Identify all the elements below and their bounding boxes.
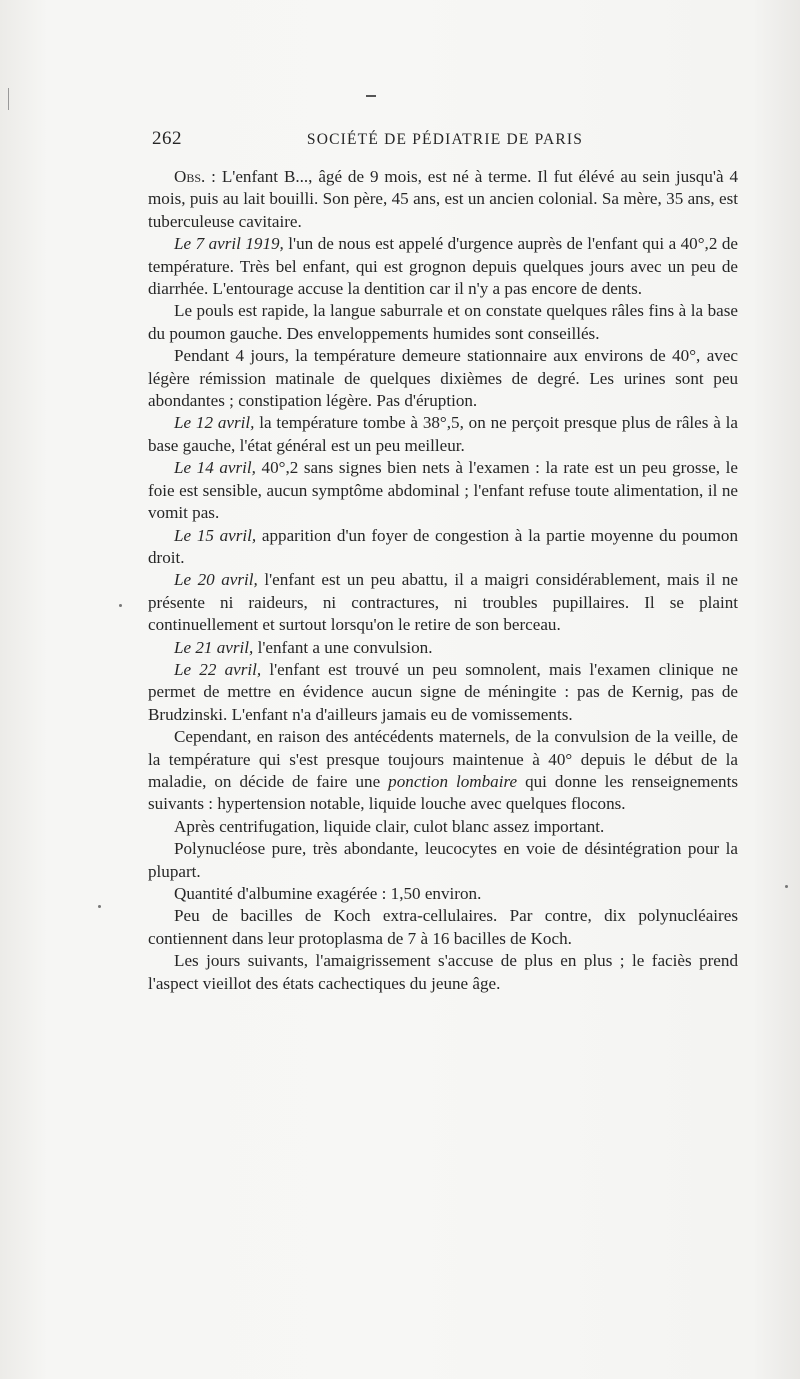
paragraph-polynucleosis: Polynucléose pure, très abondante, leucocytes en voie de désintégration pour la plupart. bbox=[148, 839, 738, 881]
paragraph-observation: Obs. : L'enfant B..., âgé de 9 mois, est né à terme. Il fut élévé au sein jusqu'à 4 mois, puis au lait bouilli. Son père, 45 ans, est un ancien colonial. Sa mère, 35 ans, est tuberculeuse cavitaire. bbox=[148, 167, 738, 231]
date-april-21: Le 21 avril, bbox=[174, 637, 254, 657]
scan-speck bbox=[785, 885, 788, 888]
paragraph-pulse: Le pouls est rapide, la langue saburrale et on constate quelques râles fins à la base du poumon gauche. Des enveloppements humides sont conseillés. bbox=[148, 301, 738, 343]
scan-margin-mark bbox=[8, 88, 9, 110]
scan-speck bbox=[119, 604, 122, 607]
paragraph-koch-bacilli: Peu de bacilles de Koch extra-cellulaires. Par contre, dix polynucléaires contiennent dans leur protoplasma de 7 à 16 bacilles de Koch. bbox=[148, 906, 738, 948]
paragraph-april-15: Le 15 avril, apparition d'un foyer de congestion à la partie moyenne du poumon droit. bbox=[148, 525, 738, 567]
scan-top-mark bbox=[366, 95, 376, 97]
date-april-20: Le 20 avril, bbox=[174, 570, 258, 590]
observation-label: Obs. bbox=[174, 167, 206, 186]
paragraph-april-12: Le 12 avril, la température tombe à 38°,5, on ne perçoit presque plus de râles à la base gauche, l'état général est un peu meilleur. bbox=[148, 413, 738, 455]
term-lumbar-puncture: ponction lombaire bbox=[388, 771, 518, 791]
paragraph-albumin: Quantité d'albumine exagérée : 1,50 environ. bbox=[174, 884, 482, 903]
date-april-12: Le 12 avril, bbox=[174, 413, 255, 433]
paragraph-april-14: Le 14 avril, 40°,2 sans signes bien nets à l'examen : la rate est un peu grosse, le foie est sensible, aucun symptôme abdominal ; l'enfant refuse toute alimentation, il ne vomit pas. bbox=[148, 458, 739, 523]
paragraph-april-22: Le 22 avril, l'enfant est trouvé un peu somnolent, mais l'examen clinique ne permet de mettre en évidence aucun signe de méningite : pas de Kernig, pas de Brudzinski. L'enfant n'a d'ailleurs jamais eu de vomissements. bbox=[148, 659, 738, 724]
scan-speck bbox=[98, 905, 101, 908]
paragraph-april-20: Le 20 avril, l'enfant est un peu abattu, il a maigri considérablement, mais il ne présente ni raideurs, ni contractures, ni troubles pupillaires. Il se plaint continuellement et surtout lorsqu'on le retire de son berceau. bbox=[148, 570, 738, 635]
page-header bbox=[152, 128, 738, 156]
paragraph-following-days: Les jours suivants, l'amaigrissement s'accuse de plus en plus ; le faciès prend l'aspect vieillot des états cachectiques du jeune âge. bbox=[148, 951, 738, 993]
date-april-22: Le 22 avril, bbox=[174, 659, 262, 679]
date-april-15: Le 15 avril, bbox=[174, 525, 257, 545]
date-april-14: Le 14 avril, bbox=[174, 458, 256, 478]
paragraph-lumbar-puncture: Cependant, en raison des antécédents maternels, de la convulsion de la veille, de la température qui s'est presque toujours maintenue à 40° depuis le début de la maladie, on décide de faire une ponction lombaire qui donne les renseignements suivants : hypertension notable, liquide louche avec quelques flocons. bbox=[148, 727, 738, 814]
case-report-text bbox=[148, 166, 738, 995]
page-number: 262 bbox=[152, 128, 182, 149]
paragraph-april-7: Le 7 avril 1919, l'un de nous est appelé d'urgence auprès de l'enfant qui a 40°,2 de température. Très bel enfant, qui est grognon depuis quelques jours avec un peu de diarrhée. L'entourage accuse la dentition car il n'y a pas encore de dents. bbox=[148, 234, 738, 299]
paragraph-four-days: Pendant 4 jours, la température demeure stationnaire aux environs de 40°, avec légère rémission matinale de quelques dixièmes de degré. Les urines sont peu abondantes ; constipation légère. Pas d'éruption. bbox=[148, 346, 738, 411]
paragraph-centrifugation: Après centrifugation, liquide clair, culot blanc assez important. bbox=[174, 816, 605, 836]
date-april-7: Le 7 avril 1919, bbox=[174, 234, 284, 254]
paragraph-april-21: Le 21 avril, l'enfant a une convulsion. bbox=[174, 637, 433, 657]
running-title: SOCIÉTÉ DE PÉDIATRIE DE PARIS bbox=[306, 131, 584, 148]
